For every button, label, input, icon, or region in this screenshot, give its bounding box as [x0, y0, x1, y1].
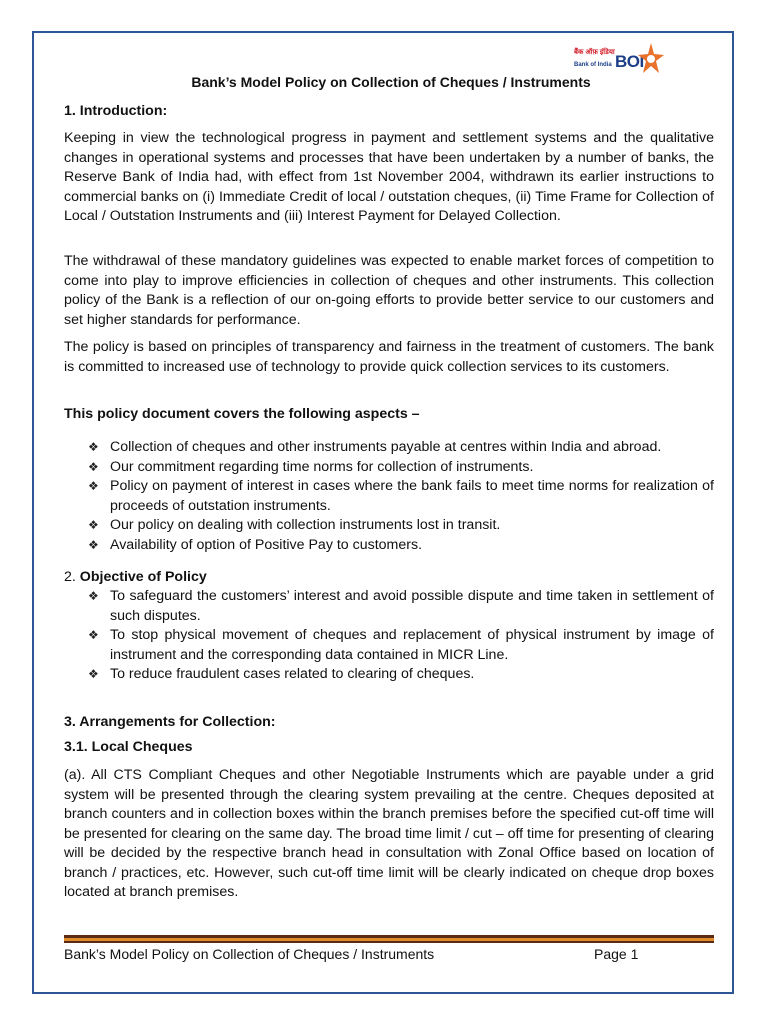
local-cheques-paragraph: (a). All CTS Compliant Cheques and other Negotiable Instruments which are payable under a grid system will be presented through the clearing system prevailing at the centre. Cheques deposited at branch counters and in collection boxes within the branch premises before the specified cut-off time will be presented for clearing on the same day. The broad time limit / cut – off time for presenting of clearing will be decided by the respective branch head in consultation with Zonal Office based on location of branch / practices, etc. However, such cut-off time limit will be clearly indicated on cheque drop boxes located at branch premises. — [64, 767, 714, 900]
diamond-bullet-icon: ❖ — [88, 479, 99, 493]
list-item: ❖ Collection of cheques and other instruments payable at centres within India and abroad. — [88, 438, 714, 458]
intro-paragraph-2: The withdrawal of these mandatory guidelines was expected to enable market forces of competition to come into play to improve efficiencies in collection of cheques and other instruments. This collection policy of the Bank is a reflection of our on-going efforts to provide better service to our customers and set higher standards for performance. — [64, 253, 714, 328]
list-item: ❖ Availability of option of Positive Pay to customers. — [88, 536, 714, 556]
list-item: ❖ Our commitment regarding time norms for collection of instruments. — [88, 458, 714, 478]
section-3-1-heading: 3.1. Local Cheques — [64, 739, 193, 755]
list-item: ❖ Policy on payment of interest in cases where the bank fails to meet time norms for realization of proceeds of outstation instruments. — [88, 478, 714, 514]
bank-logo — [572, 43, 664, 77]
footer-rule — [64, 935, 714, 945]
section-1-heading: 1. Introduction: — [64, 103, 168, 119]
diamond-bullet-icon: ❖ — [88, 440, 99, 454]
objective-list — [88, 587, 714, 685]
list-item: ❖ To reduce fraudulent cases related to clearing of cheques. — [88, 665, 714, 685]
diamond-bullet-icon: ❖ — [88, 628, 99, 642]
footer-title: Bank’s Model Policy on Collection of Cheques / Instruments — [64, 946, 435, 962]
diamond-bullet-icon: ❖ — [88, 667, 99, 681]
list-item: ❖ Our policy on dealing with collection instruments lost in transit. — [88, 516, 714, 536]
list-item: ❖ To safeguard the customers’ interest and avoid possible dispute and time taken in settlement of such disputes. — [88, 588, 714, 624]
star-icon — [638, 43, 664, 75]
aspects-list — [88, 438, 714, 555]
section-2-heading: 2. Objective of Policy — [64, 569, 207, 585]
logo-mark-text: BOI — [615, 52, 644, 71]
logo-english-text: Bank of India — [574, 62, 612, 68]
aspects-heading: This policy document covers the following aspects – — [64, 406, 420, 422]
diamond-bullet-icon: ❖ — [88, 537, 99, 552]
section-3-heading: 3. Arrangements for Collection: — [64, 714, 276, 730]
document-title: Bank’s Model Policy on Collection of Cheques / Instruments — [191, 74, 591, 90]
footer-page-number: Page 1 — [594, 946, 639, 962]
intro-paragraph-3: The policy is based on principles of transparency and fairness in the treatment of customers. The bank is committed to increased use of technology to provide quick collection services to its customers. — [64, 339, 714, 375]
intro-paragraph-1: Keeping in view the technological progress in payment and settlement systems and the qualitative changes in operational systems and processes that have been undertaken by a number of banks, the Reserve Bank of India had, with effect from 1st November 2004, withdrawn its earlier instructions to commercial banks on (i) Immediate Credit of local / outstation cheques, (ii) Time Frame for Collection of Local / Outstation Instruments and (iii) Interest Payment for Delayed Collection. — [64, 130, 714, 224]
list-item: ❖ To stop physical movement of cheques and replacement of physical instrument by image of instrument and the corresponding data contained in MICR Line. — [88, 627, 714, 663]
diamond-bullet-icon: ❖ — [88, 518, 99, 532]
diamond-bullet-icon: ❖ — [88, 459, 99, 474]
logo-hindi-text: बैंक ऑफ़ इंडिया — [574, 49, 615, 56]
diamond-bullet-icon: ❖ — [88, 589, 99, 603]
